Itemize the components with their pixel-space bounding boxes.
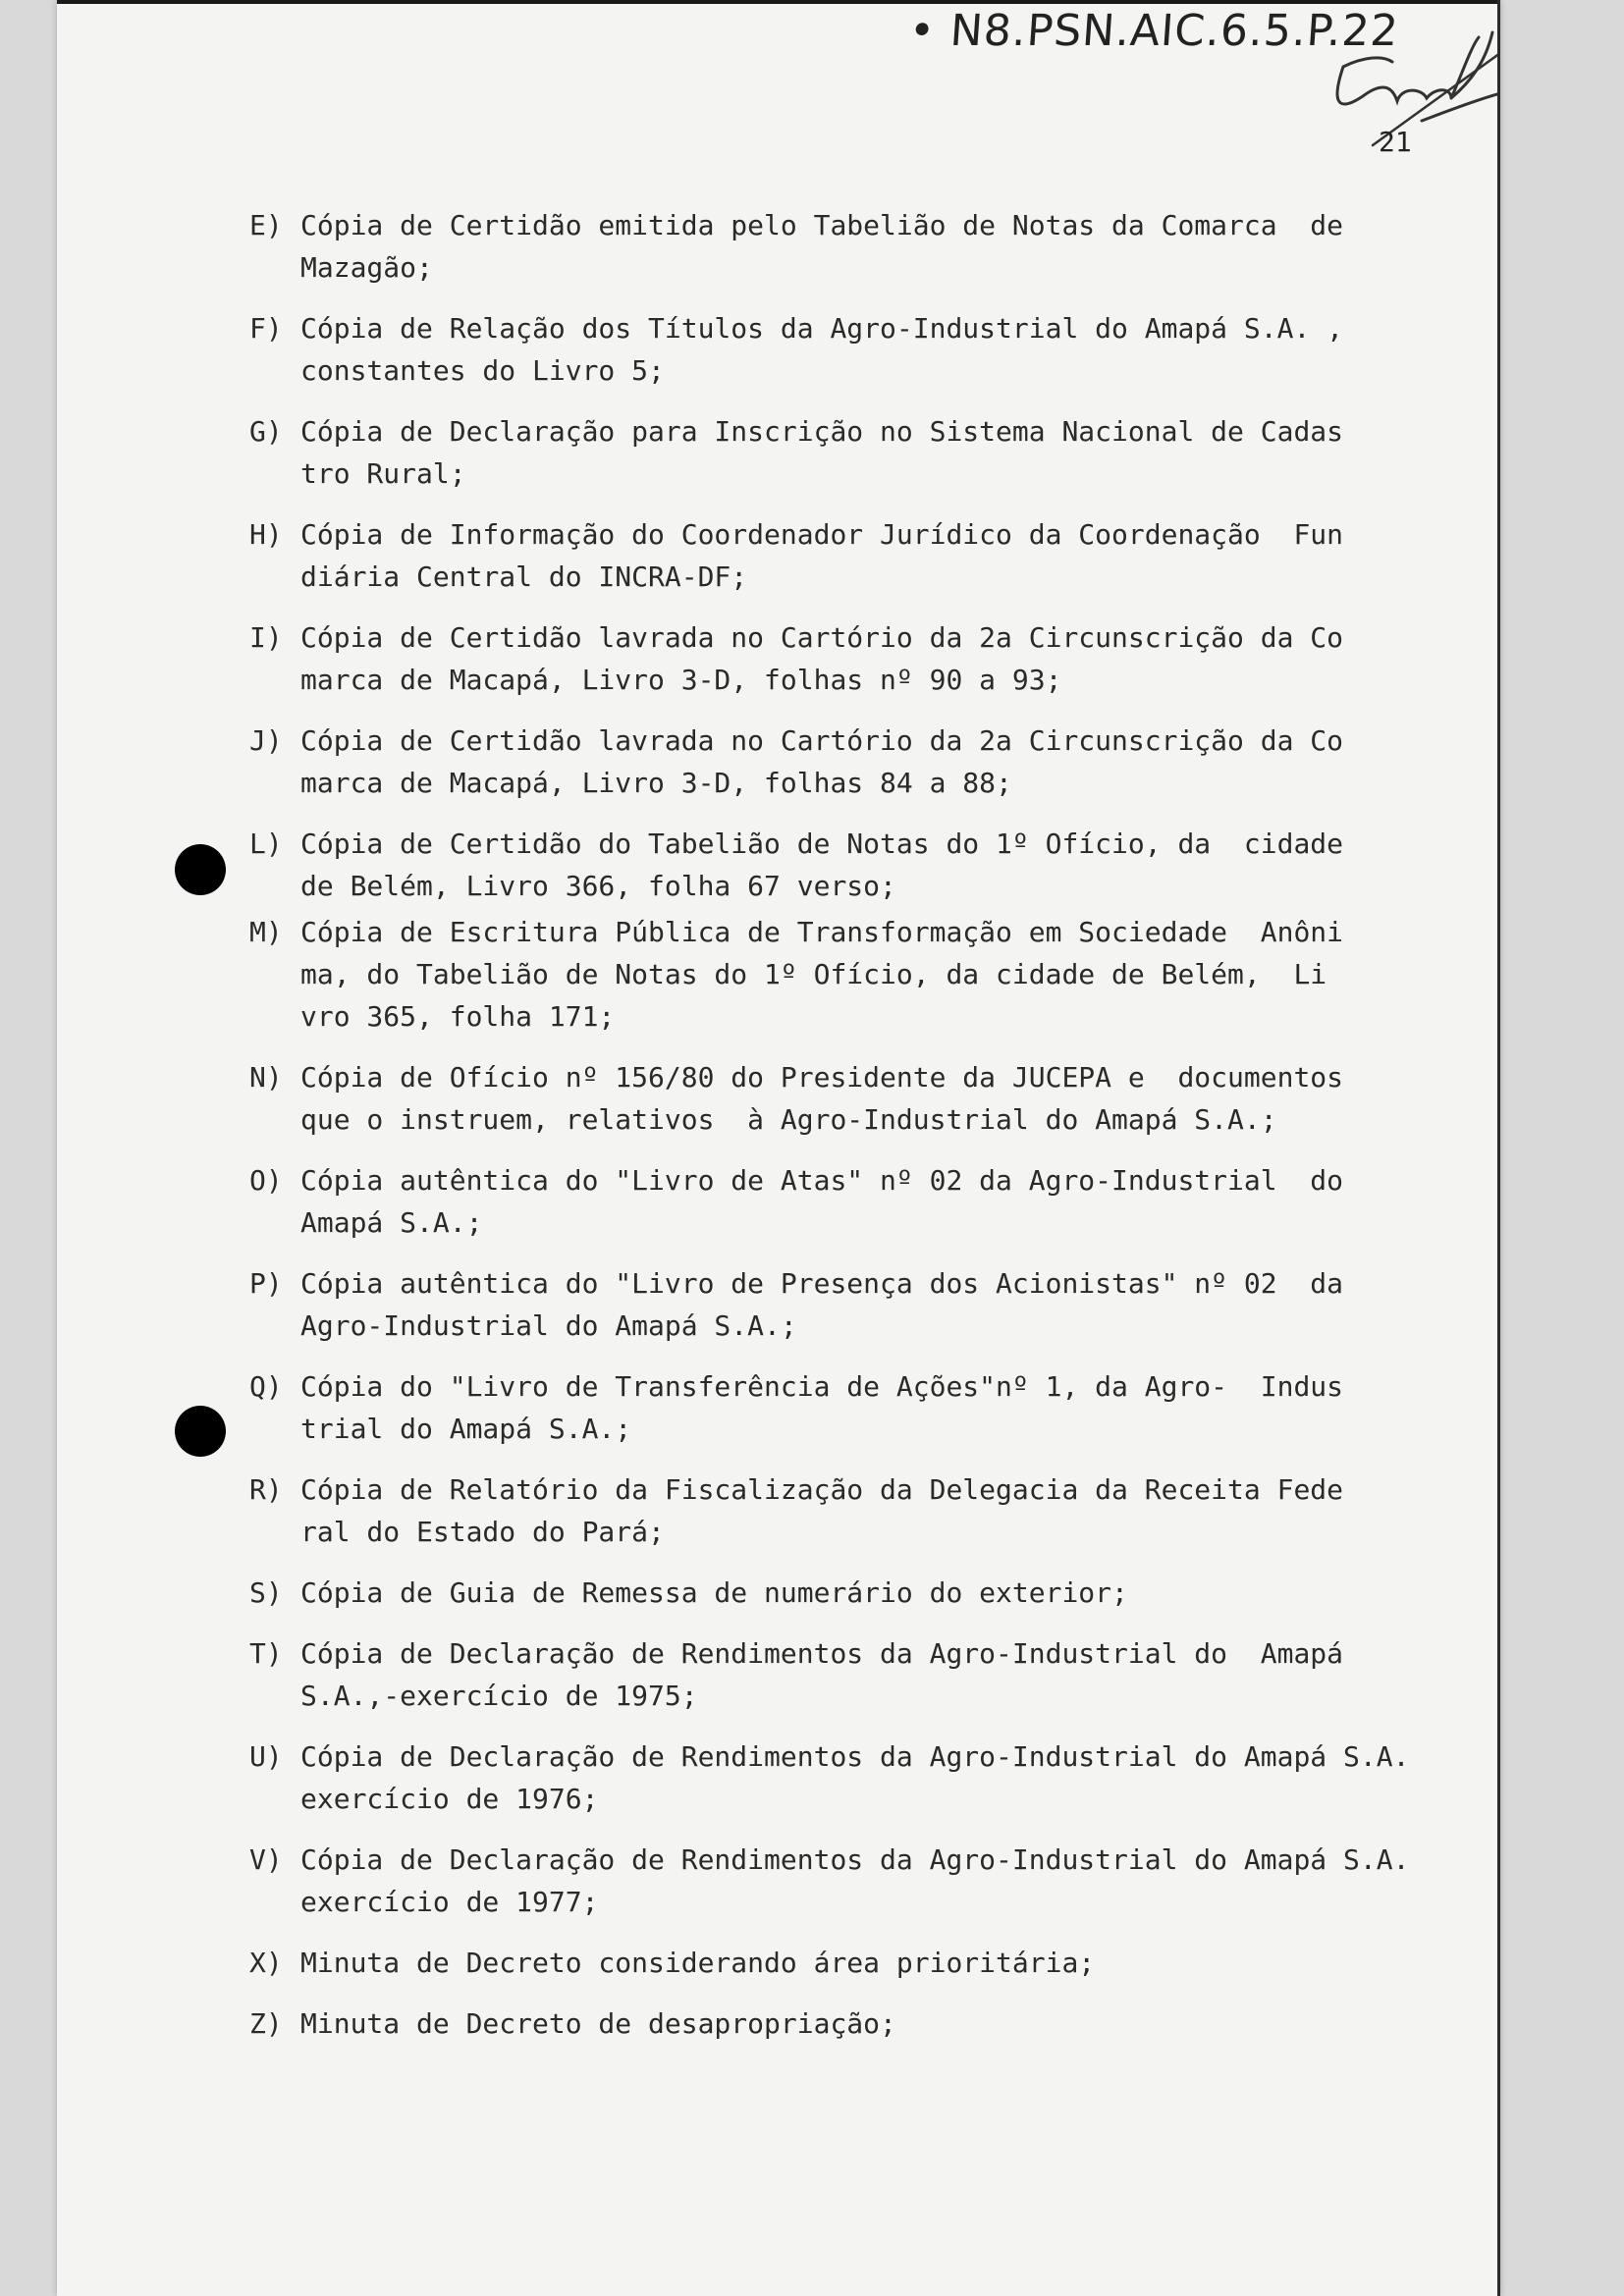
item-text: Cópia de Declaração de Rendimentos da Agro-Industrial do Amapá S.A.,-exercício de 1975; [300, 1637, 1344, 1712]
list-item [249, 1572, 1500, 1614]
item-text: Cópia de Relação dos Títulos da Agro-Industrial do Amapá S.A. , constantes do Livro 5; [300, 312, 1344, 387]
item-letter: L) [249, 828, 283, 860]
punch-hole [175, 1406, 226, 1457]
item-letter: H) [249, 518, 283, 551]
list-item [249, 616, 1500, 701]
item-letter: E) [249, 209, 283, 241]
list-item [249, 1839, 1500, 1923]
item-letter: Q) [249, 1370, 283, 1403]
item-letter: U) [249, 1740, 283, 1773]
list-item [249, 1056, 1500, 1141]
list-item [249, 1735, 1500, 1820]
list-item [249, 1262, 1500, 1347]
item-letter: R) [249, 1473, 283, 1506]
item-letter: N) [249, 1061, 283, 1094]
punch-hole [175, 844, 226, 895]
handwritten-reference-code: • N8.PSN.AIC.6.5.P.22 [907, 6, 1401, 56]
item-letter: M) [249, 916, 283, 948]
item-letter: P) [249, 1267, 283, 1300]
list-item [249, 911, 1500, 1038]
list-item [249, 2002, 1500, 2045]
item-letter: X) [249, 1947, 283, 1979]
list-item [249, 1632, 1500, 1717]
document-item-list [249, 204, 1500, 2063]
item-text: Cópia de Declaração para Inscrição no Sistema Nacional de Cadas tro Rural; [300, 415, 1344, 490]
item-letter: F) [249, 312, 283, 345]
item-text: Cópia de Certidão emitida pelo Tabelião de Notas da Comarca de Mazagão; [300, 209, 1344, 284]
item-letter: J) [249, 724, 283, 757]
list-item [249, 823, 1500, 907]
item-letter: S) [249, 1576, 283, 1609]
item-letter: G) [249, 415, 283, 448]
item-text: Cópia de Ofício nº 156/80 do Presidente da JUCEPA e documentos que o instruem, relativos à Agro-Industrial do Amapá S.A.; [300, 1061, 1344, 1136]
item-letter: O) [249, 1164, 283, 1197]
item-text: Cópia de Certidão lavrada no Cartório da 2a Circunscrição da Co marca de Macapá, Livro 3-D, folhas 84 a 88; [300, 724, 1344, 799]
item-text: Cópia de Informação do Coordenador Jurídico da Coordenação Fun diária Central do INCRA-DF; [300, 518, 1344, 593]
item-text: Cópia de Declaração de Rendimentos da Agro-Industrial do Amapá S.A. exercício de 1976; [300, 1740, 1410, 1815]
list-item [249, 720, 1500, 804]
item-text: Cópia autêntica do "Livro de Atas" nº 02 da Agro-Industrial do Amapá S.A.; [300, 1164, 1344, 1239]
page-number: 21 [1379, 126, 1412, 158]
item-text: Minuta de Decreto de desapropriação; [300, 2007, 896, 2040]
list-item [249, 1468, 1500, 1553]
item-letter: I) [249, 621, 283, 654]
item-text: Cópia de Declaração de Rendimentos da Agro-Industrial do Amapá S.A. exercício de 1977; [300, 1843, 1410, 1918]
item-text: Cópia de Escritura Pública de Transformação em Sociedade Anôni ma, do Tabelião de Notas do 1º Ofício, da cidade de Belém, Li vro 365, folha 171; [300, 916, 1344, 1033]
list-item [249, 204, 1500, 289]
item-text: Cópia de Certidão lavrada no Cartório da 2a Circunscrição da Co marca de Macapá, Livro 3-D, folhas nº 90 a 93; [300, 621, 1344, 696]
item-letter: V) [249, 1843, 283, 1876]
list-item [249, 1365, 1500, 1450]
item-text: Cópia de Guia de Remessa de numerário do exterior; [300, 1576, 1128, 1609]
item-letter: T) [249, 1637, 283, 1670]
list-item [249, 307, 1500, 392]
item-text: Cópia de Relatório da Fiscalização da Delegacia da Receita Fede ral do Estado do Pará; [300, 1473, 1344, 1548]
item-text: Cópia autêntica do "Livro de Presença dos Acionistas" nº 02 da Agro-Industrial do Amapá S.A.; [300, 1267, 1344, 1342]
item-text: Minuta de Decreto considerando área prioritária; [300, 1947, 1096, 1979]
item-letter: Z) [249, 2007, 283, 2040]
document-page [57, 0, 1500, 2296]
list-item [249, 513, 1500, 598]
list-item [249, 1942, 1500, 1984]
item-text: Cópia de Certidão do Tabelião de Notas do 1º Ofício, da cidade de Belém, Livro 366, folha 67 verso; [300, 828, 1344, 902]
list-item [249, 1159, 1500, 1244]
item-text: Cópia do "Livro de Transferência de Ações"nº 1, da Agro- Indus trial do Amapá S.A.; [300, 1370, 1344, 1445]
list-item [249, 410, 1500, 495]
